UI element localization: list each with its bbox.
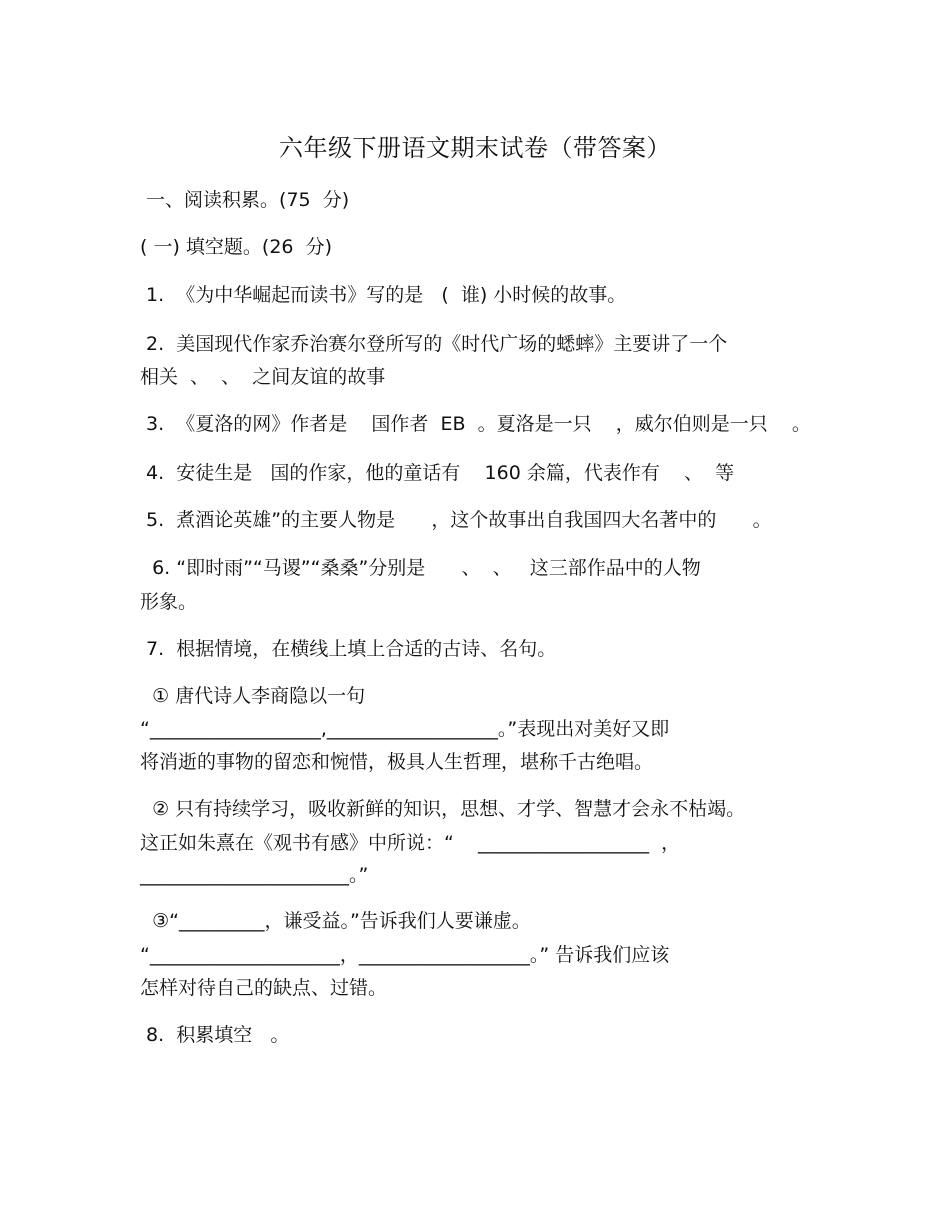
question-7-2-line-1: ② 只有持续学习，吸收新鲜的知识，思想、才学、智慧才会永不枯竭。: [140, 798, 746, 820]
question-2-line-1: 2. 美国现代作家乔治赛尔登所写的《时代广场的蟋蟀》主要讲了一个: [140, 333, 728, 355]
question-7-2-line-3: ______________________。”: [140, 864, 369, 886]
question-7: 7. 根据情境，在横线上填上合适的古诗、名句。: [140, 638, 557, 660]
question-7-3-line-1: ③“_________，谦受益。”告诉我们人要谦虚。: [140, 910, 531, 932]
section-heading: 一、阅读积累。(75 分): [140, 189, 350, 211]
question-3: 3. 《夏洛的网》作者是 国作者 EB 。夏洛是一只 ，威尔伯则是一只 。: [140, 413, 811, 435]
question-2-line-2: 相关 、 、 之间友谊的故事: [140, 366, 386, 388]
question-8: 8. 积累填空 。: [140, 1024, 290, 1046]
subsection-heading: ( 一) 填空题。(26 分): [140, 236, 332, 258]
question-7-1-line-3: 将消逝的事物的留恋和惋惜，极具人生哲理，堪称千古绝唱。: [140, 751, 654, 773]
page-title: 六年级下册语文期末试卷（带答案）: [279, 134, 671, 162]
question-7-2-line-2: 这正如朱熹在《观书有感》中所说：“ __________________ ，: [140, 832, 681, 854]
question-6-line-1: 6. “即时雨”“马谡”“桑桑”分别是 、 、 这三部作品中的人物: [140, 557, 701, 579]
question-7-3-line-3: 怎样对待自己的缺点、过错。: [140, 977, 388, 999]
question-1: 1. 《为中华崛起而读书》写的是 ( 谁) 小时候的故事。: [140, 284, 627, 306]
question-7-3-line-2: “____________________，__________________。” 告诉我们应该: [140, 944, 670, 966]
question-7-1-line-2: “__________________,__________________。”表现出对美好又即: [140, 718, 670, 740]
question-7-1-line-1: ① 唐代诗人李商隐以一句: [140, 685, 366, 707]
question-6-line-2: 形象。: [140, 591, 198, 613]
question-4: 4. 安徒生是 国的作家，他的童话有 160 余篇，代表作有 、 等: [140, 462, 735, 484]
question-5: 5. 煮酒论英雄”的主要人物是 ，这个故事出自我国四大名著中的 。: [140, 509, 772, 531]
